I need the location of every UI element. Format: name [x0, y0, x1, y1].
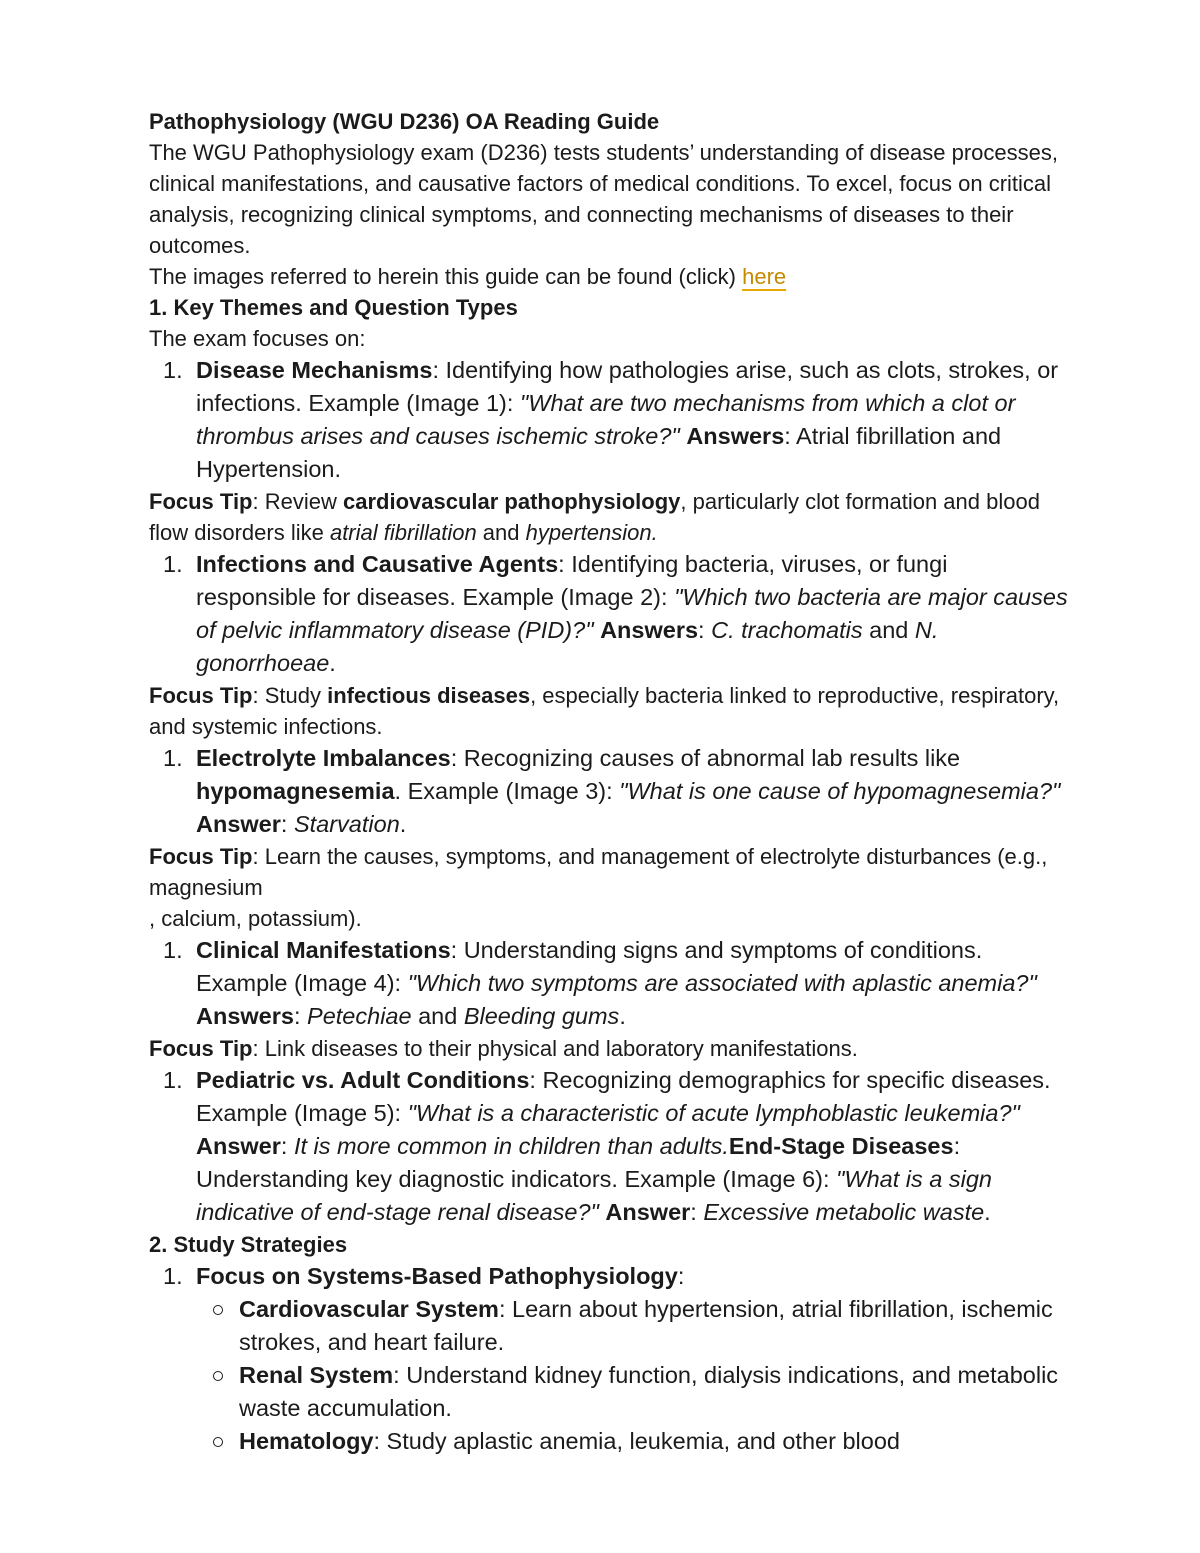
focus-tip-1: Focus Tip: Review cardiovascular pathophysiology, particularly clot formation and blood flow disorders like atrial fibrillation and hypertension. [149, 489, 1040, 545]
list-number: 1. [163, 745, 183, 771]
focus-tip-2: Focus Tip: Study infectious diseases, especially bacteria linked to reproductive, respiratory, and systemic infections. [149, 683, 1060, 739]
list-number: 1. [163, 551, 183, 577]
list-number: 1. [163, 357, 183, 383]
sub-item-hematology: Hematology: Study aplastic anemia, leukemia, and other blood [149, 1425, 1069, 1458]
list-item-infections: 1. Infections and Causative Agents: Identifying bacteria, viruses, or fungi responsible for diseases. Example (Image 2): "Which two bacteria are major causes of pelvic inflammatory disease (PID)?" Answers: C. trachomatis and N. gonorrhoeae. [149, 548, 1069, 680]
intro-paragraph: The WGU Pathophysiology exam (D236) tests students’ understanding of disease processes, clinical manifestations, and causative factors of medical conditions. To excel, focus on critical analysis, recognizing clinical symptoms, and connecting mechanisms of diseases to their outcomes. [149, 140, 1058, 258]
list-number: 1. [163, 937, 183, 963]
list-item-disease-mechanisms: 1. Disease Mechanisms: Identifying how pathologies arise, such as clots, strokes, or infections. Example (Image 1): "What are two mechanisms from which a clot or thrombus arises and causes ischemic stroke?" Answers: Atrial fibrillation and Hypertension. [149, 354, 1069, 486]
list-number: 1. [163, 1067, 183, 1093]
sub-item-renal: Renal System: Understand kidney function, dialysis indications, and metabolic waste accumulation. [149, 1359, 1069, 1425]
list-item-pediatric-adult: 1. Pediatric vs. Adult Conditions: Recognizing demographics for specific diseases. Example (Image 5): "What is a characteristic of acute lymphoblastic leukemia?" Answer: It is more common in children than adults.End-Stage Diseases: Understanding key diagnostic indicators. Example (Image 6): "What is a sign indicative of end-stage renal disease?" Answer: Excessive metabolic waste. [149, 1064, 1069, 1229]
images-here-link[interactable]: here [742, 264, 787, 289]
list-item-electrolytes: 1. Electrolyte Imbalances: Recognizing causes of abnormal lab results like hypomagnesemia. Example (Image 3): "What is one cause of hypomagnesemia?" Answer: Starvation. [149, 742, 1069, 841]
document-page [149, 106, 1069, 1458]
focus-tip-3: Focus Tip: Learn the causes, symptoms, and management of electrolyte disturbances (e.g., magnesium , calcium, potassium). [149, 844, 1048, 931]
images-paragraph: The images referred to herein this guide can be found (click) here [149, 264, 787, 289]
hollow-bullet-icon [213, 1371, 223, 1381]
section-heading-study-strategies: 2. Study Strategies [149, 1232, 348, 1257]
list-number: 1. [163, 1263, 183, 1289]
document-title: Pathophysiology (WGU D236) OA Reading Guide [149, 109, 660, 134]
list-item-clinical-manifestations: 1. Clinical Manifestations: Understanding signs and symptoms of conditions. Example (Image 4): "Which two symptoms are associated with aplastic anemia?" Answers: Petechiae and Bleeding gums. [149, 934, 1069, 1033]
hollow-bullet-icon [213, 1437, 223, 1447]
hollow-bullet-icon [213, 1305, 223, 1315]
focus-tip-4: Focus Tip: Link diseases to their physical and laboratory manifestations. [149, 1036, 858, 1061]
section-heading-key-themes: 1. Key Themes and Question Types [149, 295, 518, 320]
section-lead: The exam focuses on: [149, 326, 366, 351]
sub-item-cardiovascular: Cardiovascular System: Learn about hypertension, atrial fibrillation, ischemic strokes, and heart failure. [149, 1293, 1069, 1359]
list-item-systems-based: 1. Focus on Systems-Based Pathophysiology: [149, 1260, 1069, 1293]
